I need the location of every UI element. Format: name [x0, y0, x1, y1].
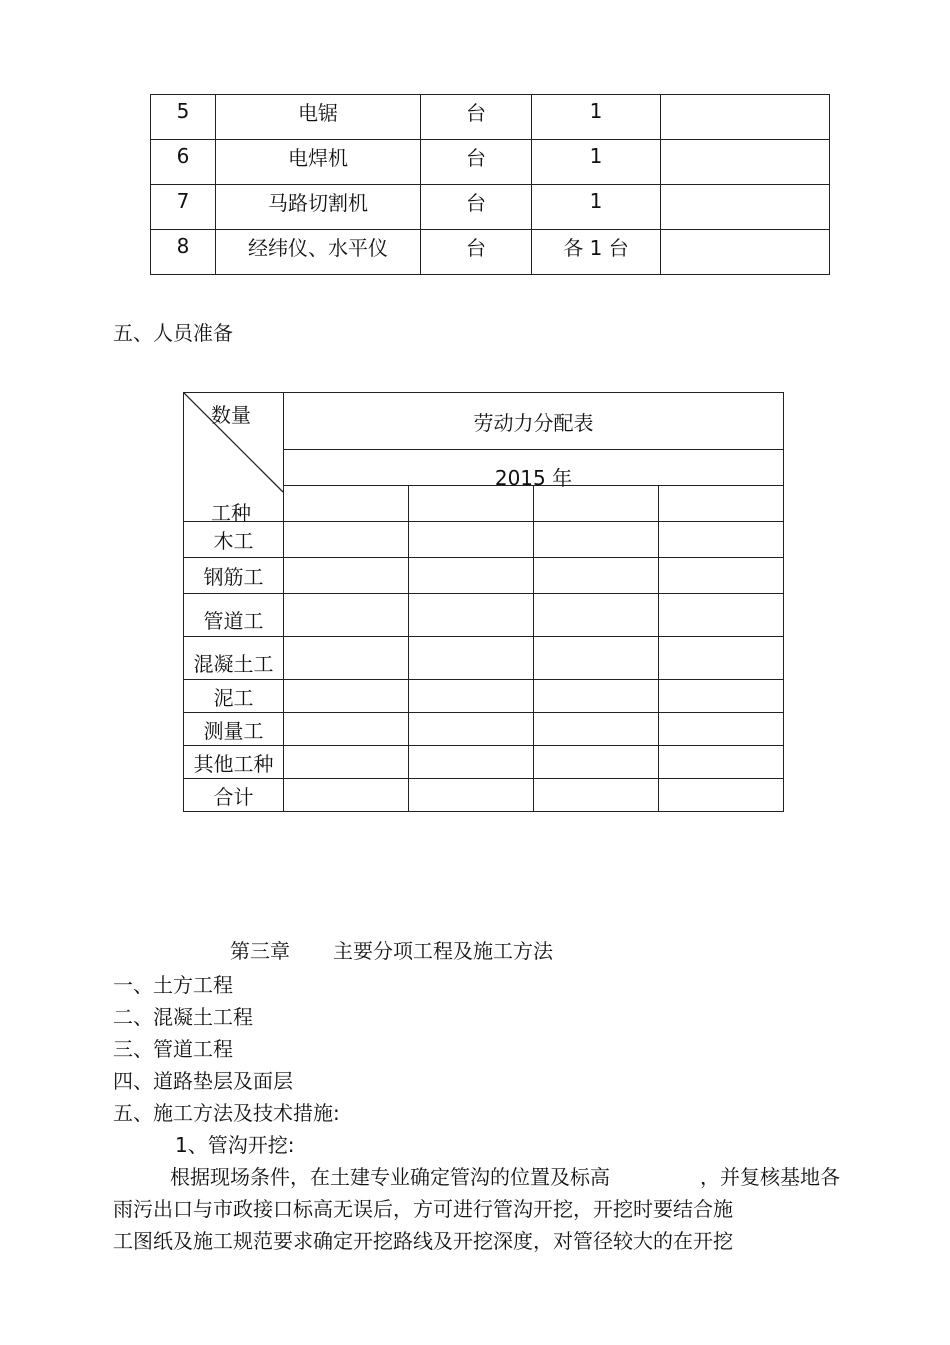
equipment-name: 经纬仪、水平仪	[248, 235, 388, 260]
trade-label: 工种	[211, 501, 251, 525]
subheading: 1、管沟开挖:	[175, 1133, 295, 1157]
table-row	[151, 140, 830, 185]
paragraph-line: ，并复核基地各	[700, 1165, 840, 1189]
table-row	[184, 594, 784, 637]
paragraph-line: 工图纸及施工规范要求确定开挖路线及开挖深度，对管径较大的在开挖	[113, 1229, 733, 1253]
outline-item: 五、施工方法及技术措施:	[113, 1101, 340, 1125]
year-label: 2015 年	[494, 466, 573, 490]
table-title-cell	[284, 393, 784, 450]
row-number: 6	[176, 144, 190, 168]
trade-cell: 合计	[184, 779, 284, 812]
row-number: 7	[176, 189, 190, 213]
trade-cell: 测量工	[184, 713, 284, 746]
table-row	[184, 746, 784, 779]
outline-item: 一、土方工程	[113, 973, 233, 997]
table-row	[151, 185, 830, 230]
section-heading: 五、人员准备	[113, 321, 233, 345]
equipment-unit: 台	[466, 145, 486, 170]
trade-cell: 钢筋工	[184, 558, 284, 594]
table-row	[184, 522, 784, 558]
diagonal-header-cell	[184, 393, 284, 525]
equipment-name: 电锯	[298, 100, 338, 125]
chapter-title: 主要分项工程及施工方法	[333, 939, 553, 963]
equipment-qty: 1	[589, 189, 603, 213]
chapter-number: 第三章	[230, 939, 290, 963]
trade-cell: 泥工	[184, 680, 284, 713]
labor-distribution-table	[183, 392, 784, 812]
table-row	[151, 95, 830, 140]
table-row	[184, 779, 784, 812]
table-row	[184, 558, 784, 594]
year-cell	[284, 450, 784, 490]
equipment-qty: 1	[589, 144, 603, 168]
row-number: 8	[176, 234, 190, 258]
equipment-qty: 1	[589, 99, 603, 123]
outline-item: 四、道路垫层及面层	[113, 1069, 293, 1093]
table-title: 劳动力分配表	[473, 410, 594, 435]
equipment-unit: 台	[466, 235, 486, 260]
trade-cell: 其他工种	[184, 746, 284, 779]
paragraph-line: 根据现场条件，在土建专业确定管沟的位置及标高	[170, 1165, 610, 1189]
trade-cell: 木工	[184, 522, 284, 558]
table-header-row	[184, 393, 784, 450]
equipment-name: 电焊机	[288, 145, 348, 170]
equipment-name: 马路切割机	[268, 190, 368, 215]
table-row	[151, 230, 830, 275]
row-number: 5	[176, 99, 190, 123]
equipment-unit: 台	[466, 190, 486, 215]
equipment-unit: 台	[466, 100, 486, 125]
trade-cell: 管道工	[184, 594, 284, 637]
table-row	[184, 637, 784, 680]
equipment-table	[150, 94, 830, 275]
outline-item: 三、管道工程	[113, 1037, 233, 1061]
table-row	[184, 680, 784, 713]
trade-cell: 混凝土工	[184, 637, 284, 680]
paragraph-line: 雨污出口与市政接口标高无误后，方可进行管沟开挖，开挖时要结合施	[113, 1197, 733, 1221]
outline-item: 二、混凝土工程	[113, 1005, 253, 1029]
quantity-label: 数量	[211, 403, 251, 427]
equipment-qty: 各 1 台	[563, 235, 629, 260]
table-row	[184, 713, 784, 746]
